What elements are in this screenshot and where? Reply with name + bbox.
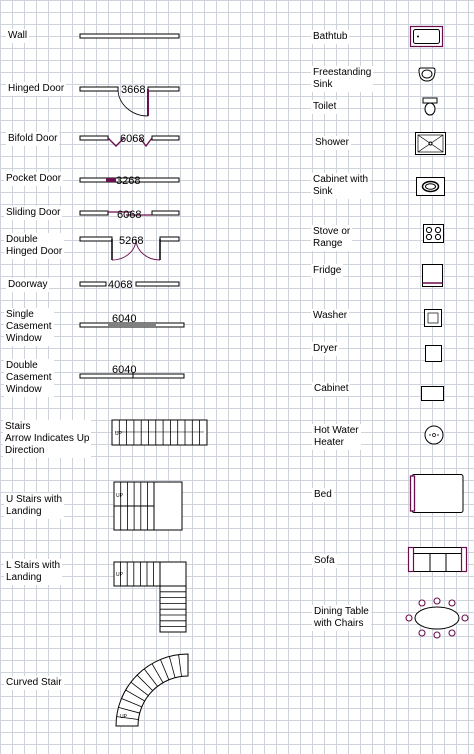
- fridge-symbol: [422, 264, 444, 288]
- u-stairs-up-text: UP: [116, 493, 123, 499]
- sliding-door-code: 6068: [117, 209, 142, 221]
- label-cabinet: Cabinet: [314, 383, 349, 394]
- label-double-casement-window: Double Casement Window: [6, 360, 52, 395]
- double-hinged-door-code: 5268: [119, 235, 144, 247]
- stove-symbol: [423, 224, 445, 244]
- sofa-symbol: [408, 547, 468, 573]
- curved-stair-symbol: [112, 652, 192, 732]
- straight-stairs-symbol: [112, 420, 208, 446]
- dining-table-symbol: [406, 600, 468, 636]
- sliding-door-symbol: [80, 206, 180, 222]
- hinged-door-symbol: [80, 80, 180, 120]
- label-wall: Wall: [8, 30, 28, 41]
- label-curved-stair: Curved Stair: [6, 677, 62, 688]
- single-casement-window-symbol: [80, 312, 185, 332]
- label-cabinet-with-sink: Cabinet with Sink: [313, 174, 369, 197]
- label-bathtub: Bathtub: [313, 31, 348, 42]
- double-casement-window-symbol: [80, 364, 185, 384]
- label-single-casement-window: Single Casement Window: [6, 309, 52, 344]
- toilet-symbol: [422, 97, 438, 117]
- label-sliding-door: Sliding Door: [6, 207, 61, 218]
- dining-chair: [406, 615, 412, 621]
- l-stairs-up-text: UP: [116, 572, 123, 578]
- label-fridge: Fridge: [313, 265, 342, 276]
- shower-symbol: [415, 132, 447, 156]
- label-freestanding-sink: Freestanding Sink: [313, 67, 372, 90]
- label-stairs: Stairs Arrow Indicates Up Direction: [5, 421, 90, 456]
- curved-stair-up-text: UP: [120, 714, 127, 720]
- label-sofa: Sofa: [314, 555, 335, 566]
- dining-chair: [434, 632, 440, 638]
- bed-symbol: [410, 474, 464, 514]
- dryer-symbol: [425, 345, 443, 363]
- label-stove: Stove or Range: [313, 226, 351, 249]
- straight-stairs-up-text: UP: [115, 431, 122, 437]
- single-casement-window-code: 6040: [112, 313, 137, 325]
- dining-chair: [449, 630, 455, 636]
- label-dining-table: Dining Table with Chairs: [314, 606, 369, 629]
- label-bed: Bed: [314, 489, 332, 500]
- hinged-door-code: 3668: [121, 84, 146, 96]
- label-hot-water-heater: Hot Water Heater: [314, 425, 359, 448]
- bifold-door-code: 6068: [120, 133, 145, 145]
- washer-symbol: [424, 309, 443, 328]
- label-dryer: Dryer: [313, 343, 338, 354]
- label-toilet: Toilet: [313, 101, 337, 112]
- dining-chair: [419, 600, 425, 606]
- freestanding-sink-symbol: [418, 67, 436, 83]
- wall-symbol: [80, 32, 180, 42]
- double-casement-window-code: 6040: [112, 364, 137, 376]
- dining-chair: [462, 615, 468, 621]
- label-shower: Shower: [315, 137, 349, 148]
- u-stairs-symbol: [114, 482, 184, 532]
- doorway-code: 4068: [108, 279, 133, 291]
- label-double-hinged-door: Double Hinged Door: [6, 234, 63, 257]
- label-washer: Washer: [313, 310, 348, 321]
- cabinet-symbol: [421, 386, 445, 402]
- label-l-stairs: L Stairs with Landing: [6, 560, 61, 583]
- bathtub-symbol: [410, 26, 444, 48]
- water-heater-symbol: [424, 425, 444, 445]
- bifold-door-symbol: [80, 130, 180, 152]
- pocket-door-code: 3268: [116, 175, 141, 187]
- label-bifold-door: Bifold Door: [8, 133, 58, 144]
- label-hinged-door: Hinged Door: [8, 83, 65, 94]
- l-stairs-symbol: [114, 562, 188, 634]
- label-u-stairs: U Stairs with Landing: [6, 494, 63, 517]
- label-doorway: Doorway: [8, 279, 48, 290]
- dining-chair: [449, 600, 455, 606]
- doorway-symbol: [80, 278, 180, 292]
- cabinet-with-sink-symbol: [416, 177, 446, 197]
- double-hinged-door-symbol: [80, 232, 180, 264]
- pocket-door-symbol: [80, 172, 180, 188]
- dining-chair: [419, 630, 425, 636]
- dining-chair: [434, 598, 440, 604]
- label-pocket-door: Pocket Door: [6, 173, 62, 184]
